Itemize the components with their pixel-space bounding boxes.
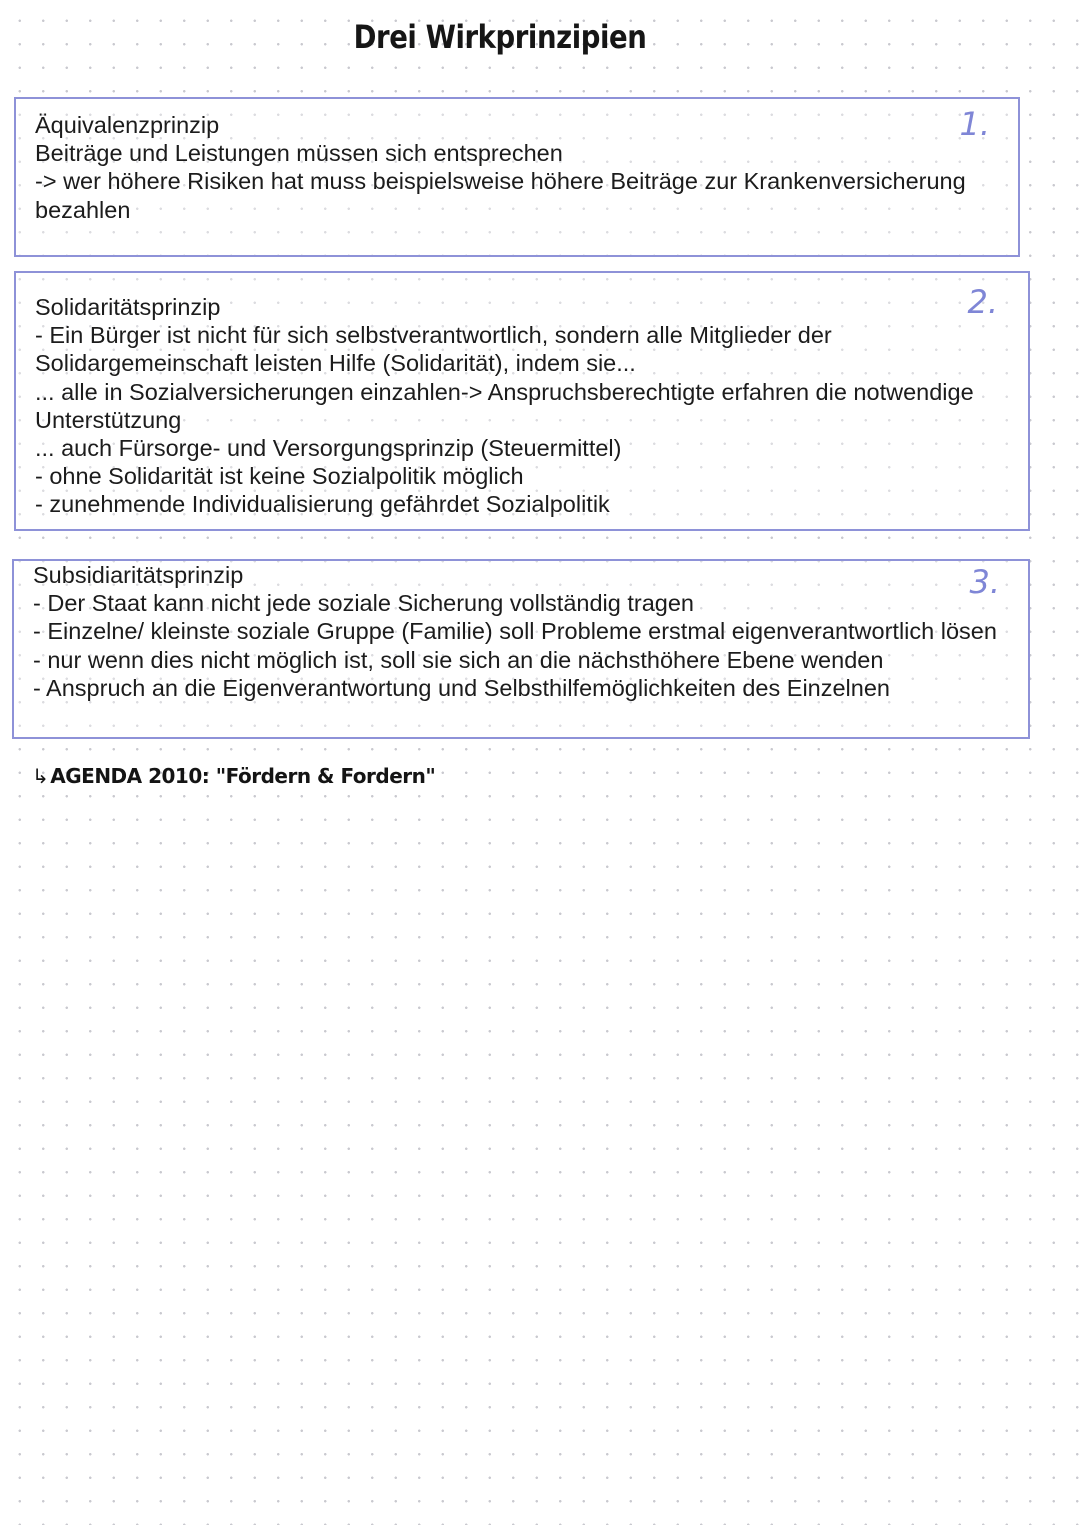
box-line: - Der Staat kann nicht jede soziale Sicherung vollständig tragen [33, 590, 694, 617]
box-line: - Anspruch an die Eigenverantwortung und Selbsthilfemöglichkeiten des Einzelnen [33, 674, 890, 701]
box-line: - ohne Solidarität ist keine Sozialpolitik möglich [35, 463, 524, 490]
box-number: 1. [959, 105, 990, 143]
box-text [33, 561, 997, 702]
box-line: Solidargemeinschaft leisten Hilfe (Solidarität), indem sie... [35, 350, 636, 377]
principle-box-aequivalenz [14, 97, 1020, 257]
page-title: Drei Wirkprinzipien [353, 18, 647, 56]
agenda-note [32, 764, 435, 788]
box-line: - Einzelne/ kleinste soziale Gruppe (Familie) soll Probleme erstmal eigenverantwortlich lösen [33, 618, 997, 645]
agenda-note-text: AGENDA 2010: "Fördern & Fordern" [50, 764, 436, 788]
box-line: ... alle in Sozialversicherungen einzahlen-> Anspruchsberechtigte erfahren die notwendige [35, 378, 974, 405]
principle-box-solidaritaet [14, 271, 1030, 531]
box-heading: Solidaritätsprinzip [35, 294, 221, 320]
box-line: ... auch Fürsorge- und Versorgungsprinzip (Steuermittel) [35, 435, 622, 462]
box-line: - zunehmende Individualisierung gefährdet Sozialpolitik [35, 491, 610, 518]
box-text [35, 111, 966, 224]
box-line: bezahlen [35, 196, 131, 223]
box-text [35, 293, 974, 519]
principle-box-subsidiaritaet [12, 559, 1030, 739]
box-number: 2. [967, 283, 998, 321]
box-number: 3. [969, 563, 1000, 601]
box-line: - Ein Bürger ist nicht für sich selbstverantwortlich, sondern alle Mitglieder der [35, 322, 832, 349]
box-line: - nur wenn dies nicht möglich ist, soll sie sich an die nächsthöhere Ebene wenden [33, 646, 884, 673]
arrow-icon: ↳ [32, 764, 49, 788]
box-heading: Äquivalenzprinzip [35, 112, 220, 138]
box-line: Unterstützung [35, 406, 182, 433]
box-heading: Subsidiaritätsprinzip [33, 562, 244, 588]
box-line: -> wer höhere Risiken hat muss beispielsweise höhere Beiträge zur Krankenversicherung [35, 168, 966, 195]
box-line: Beiträge und Leistungen müssen sich entsprechen [35, 140, 563, 167]
